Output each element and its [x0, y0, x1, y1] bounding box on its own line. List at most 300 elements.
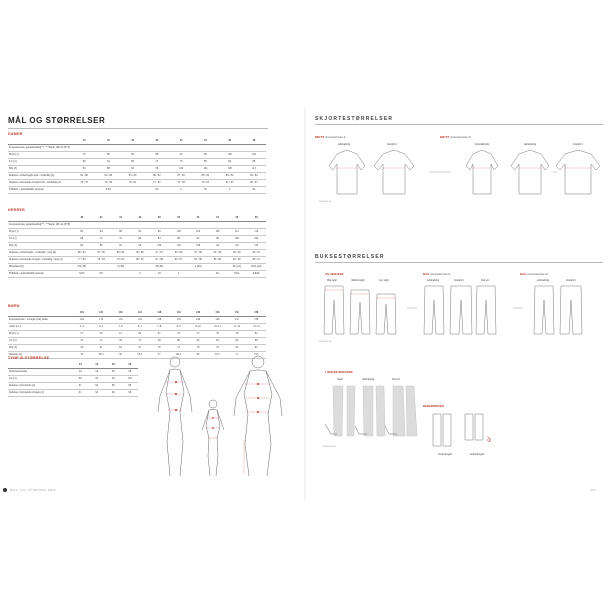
page-number: 85	[591, 488, 596, 492]
table-cell: 86 / 84	[72, 249, 91, 256]
table-cell: 66	[227, 337, 246, 344]
table-cell: 6–7	[130, 323, 149, 330]
table-cell: 104	[169, 242, 188, 249]
row-label: Fällthöst / Anmeldsmål størrelse	[8, 270, 72, 277]
table-cell: 78 / 81	[121, 179, 145, 186]
table-cell: 57	[130, 337, 149, 344]
table-cell: S6	[89, 368, 106, 375]
table-cell: 64	[111, 344, 130, 351]
table-row	[8, 158, 266, 165]
table-cell: S6	[105, 368, 122, 375]
leg-caption-2: Almindelig	[361, 378, 375, 381]
size-header-cell: 44	[193, 137, 217, 144]
row-label: Indernes, tilsvarende længde / ærmedlig / lang (4)	[8, 256, 72, 263]
table-header-row	[8, 361, 138, 368]
pants-caption-7: Almindelig	[536, 279, 550, 282]
size-header-cell: 50	[169, 214, 188, 221]
size-header-cell: 140	[188, 309, 207, 316]
row-label: Alder (ca.)	[8, 323, 72, 330]
row-label: Liv (2)	[8, 235, 72, 242]
table-cell: 57	[72, 330, 91, 337]
table-header-row	[8, 309, 266, 316]
table-cell: 92	[89, 375, 106, 382]
table-header-row	[8, 137, 266, 144]
table-cell: 91	[72, 389, 89, 396]
table-cell: 80	[130, 235, 149, 242]
table-cell: 59	[91, 330, 110, 337]
table-cell: 70	[150, 344, 169, 351]
table-cell: L (40)	[188, 263, 207, 270]
size-header-cell: S6	[105, 361, 122, 368]
table-cell: 100	[218, 151, 242, 158]
table-cell: 12–13	[247, 323, 266, 330]
table-cell: 68	[121, 158, 145, 165]
shirt-section-title: SKJORTESTØRRELSER	[315, 116, 394, 122]
pants-caption-5: Komfort	[454, 279, 464, 282]
table-cell	[111, 221, 130, 228]
table-cell: 85 / 90	[227, 256, 246, 263]
table-cell: 61	[91, 344, 110, 351]
table-cell	[121, 186, 145, 193]
table-row	[8, 249, 266, 256]
table-cell: 92	[188, 235, 207, 242]
table-cell	[130, 221, 149, 228]
table-cell	[169, 263, 188, 270]
table-cell: 92	[121, 165, 145, 172]
table-cell: L	[218, 186, 242, 193]
table-cell: 77 / 82	[72, 256, 91, 263]
bryst-s-label: BRYST Armestørrelse S	[315, 135, 346, 139]
table-cell: 140	[188, 316, 207, 323]
table-cell	[91, 221, 110, 228]
row-label: Størrelsesbredde	[8, 368, 72, 375]
table-cell: 104	[247, 235, 266, 242]
table-cell: XXXL	[247, 270, 266, 277]
right-page	[305, 108, 610, 500]
table-cell: 11–12	[227, 323, 246, 330]
table-cell: 88	[96, 165, 120, 172]
table-cell: 122	[130, 316, 149, 323]
table-cell	[169, 144, 193, 151]
table-cell: 82 / 80	[72, 172, 96, 179]
table-cell: 43	[72, 351, 91, 358]
shirt-caption-5: Komfort	[573, 143, 583, 146]
size-header-cell: 110	[91, 309, 110, 316]
table-cell: XS	[91, 270, 110, 277]
table-row	[8, 382, 138, 389]
size-header-cell: 122	[130, 309, 149, 316]
shirt-legend: XS S M L XL	[319, 201, 332, 203]
table-cell: 94	[105, 375, 122, 382]
table-cell: 84	[121, 151, 145, 158]
table-cell: 96	[208, 235, 227, 242]
table-cell: 10–11	[208, 323, 227, 330]
table-cell: 104	[188, 228, 207, 235]
row-label: Indernes, ærmelængde / ærmedlig / lang (4)	[8, 249, 72, 256]
table-row	[8, 316, 266, 323]
size-header-cell: S8	[122, 361, 139, 368]
table-cell: 88	[91, 242, 110, 249]
pants-caption-4: Almindelig	[426, 279, 440, 282]
size-header-cell: 42	[169, 137, 193, 144]
table-row	[8, 151, 266, 158]
size-header-cell: S4	[72, 361, 89, 368]
row-label: Bryst (1)	[8, 151, 72, 158]
table-cell: 88	[111, 228, 130, 235]
table-cell: 71	[227, 351, 246, 358]
table-cell: XXL	[227, 270, 246, 277]
size-header-cell: 158	[247, 309, 266, 316]
pants-legend: XS S M L XL	[319, 341, 332, 343]
table-cell: 152	[227, 316, 246, 323]
table-cell: 64	[188, 351, 207, 358]
table-cell: 55	[91, 337, 110, 344]
table-cell: 104	[242, 151, 266, 158]
size-header-cell: 104	[72, 309, 91, 316]
taljebukse-label: TALJEBUKSE	[325, 272, 344, 276]
table-cell	[145, 144, 169, 151]
table-cell: 60	[72, 158, 96, 165]
table-cell: 76	[111, 235, 130, 242]
table-row	[8, 144, 266, 151]
table-cell: 96	[145, 165, 169, 172]
table-cell: 64	[130, 330, 149, 337]
table-cell	[150, 221, 169, 228]
table-cell: S4	[72, 368, 89, 375]
table-cell: 73	[169, 344, 188, 351]
table-cell: 100	[169, 165, 193, 172]
table-cell	[208, 263, 227, 270]
table-cell: 112	[242, 165, 266, 172]
table-cell: 96	[122, 389, 139, 396]
table-cell: 90	[72, 375, 89, 382]
section-label-herrer: HERRER	[8, 208, 25, 212]
table-cell: 84	[91, 228, 110, 235]
table-cell: 76	[72, 151, 96, 158]
table-cell: L	[169, 270, 188, 277]
table-cell: 81 / 85	[218, 179, 242, 186]
table-cell: 76 / 79	[72, 179, 96, 186]
table-cell: 94	[89, 389, 106, 396]
table-cell	[96, 144, 120, 151]
table-cell: XL	[242, 186, 266, 193]
leg-caption-3: Korset	[392, 378, 400, 381]
row-label: Liv (2)	[8, 337, 72, 344]
size-table-damer	[8, 137, 266, 194]
row-label: Bryst (1)	[8, 330, 72, 337]
table-cell: 96	[105, 382, 122, 389]
table-cell: 100	[169, 228, 188, 235]
opening-caption-2: Ankellængde	[469, 453, 485, 456]
size-header-cell: 40	[72, 214, 91, 221]
table-cell: 112	[208, 242, 227, 249]
table-cell	[121, 144, 145, 151]
table-row	[8, 375, 138, 382]
size-header-cell: 134	[169, 309, 188, 316]
table-cell: 58	[150, 337, 169, 344]
row-label: Liv (2)	[8, 375, 72, 382]
table-cell: 87 / 82	[169, 172, 193, 179]
shirt-illustrations	[317, 148, 607, 198]
table-cell: 72	[91, 235, 110, 242]
size-header-cell: 116	[111, 309, 130, 316]
table-cell: 112	[227, 228, 246, 235]
table-cell: 84 / 80	[96, 172, 120, 179]
table-cell	[193, 144, 217, 151]
table-cell: 93 / 89	[188, 249, 207, 256]
laengde-label: LÆNGDE BENVIDDE	[325, 370, 353, 374]
table-row	[8, 186, 266, 193]
table-cell: 98	[122, 382, 139, 389]
table-cell: 64	[96, 158, 120, 165]
table-cell: 91 / 87	[150, 249, 169, 256]
size-table-herrer	[8, 214, 266, 278]
table-row	[8, 256, 266, 263]
leg-caption-1: Smal	[337, 378, 343, 381]
table-cell	[72, 144, 96, 151]
leg-opening-illustrations	[425, 412, 505, 452]
size-header-cell: 42	[91, 214, 110, 221]
table-cell: 84	[150, 235, 169, 242]
table-cell: 100	[150, 242, 169, 249]
table-cell: 82	[247, 330, 266, 337]
table-cell: 67	[130, 344, 149, 351]
table-header-row	[8, 214, 266, 221]
pants-section-title: BUKSESTØRRELSER	[315, 254, 385, 260]
size-table-tyne	[8, 361, 138, 397]
table-cell: 67,5	[208, 351, 227, 358]
size-header-cell: 48	[150, 214, 169, 221]
opening-caption-1: Fuld længde	[437, 453, 453, 456]
table-cell: 95 / 90	[227, 249, 246, 256]
table-cell: 74,5	[247, 351, 266, 358]
table-cell: 9–10	[188, 323, 207, 330]
table-cell: 68	[72, 235, 91, 242]
row-label: Indernes, tilsvarende (4)	[8, 382, 72, 389]
table-cell: 79 / 83	[111, 256, 130, 263]
table-cell: 79	[227, 330, 246, 337]
table-cell: 80 / 85	[130, 256, 149, 263]
table-cell: XXS	[72, 270, 91, 277]
benaabninger-label: BENÅBNINGER	[423, 404, 444, 408]
table-cell	[72, 221, 91, 228]
shirt-caption-3: Tætsiddende	[474, 143, 490, 146]
table-cell: 50	[111, 351, 130, 358]
row-label: Hip (3)	[8, 344, 72, 351]
table-cell: 85	[247, 344, 266, 351]
table-row	[8, 330, 266, 337]
table-cell: M	[150, 270, 169, 277]
row-label: Kropsstørrelse, gennemsnitlig** / **højde 168 cm (F75)	[8, 144, 72, 151]
size-header-cell: 54	[208, 214, 227, 221]
table-cell: 116	[111, 316, 130, 323]
table-cell	[188, 221, 207, 228]
table-row	[8, 228, 266, 235]
row-label: Kropsstørrelse / Længde (cm) Alder	[8, 316, 72, 323]
table-cell: 96	[130, 242, 149, 249]
table-cell	[208, 221, 227, 228]
table-cell: 54	[72, 337, 91, 344]
table-cell: 5–6	[111, 323, 130, 330]
table-cell: 94	[89, 382, 106, 389]
row-label: Indernes, tilsvarende længde (4)	[8, 389, 72, 396]
table-cell: 57	[150, 351, 169, 358]
pants-caption-6: Korset	[481, 279, 489, 282]
table-cell: 81 / 86	[150, 256, 169, 263]
table-cell: 77 / 82	[145, 179, 169, 186]
table-cell: XS	[145, 186, 169, 193]
table-header-cell	[8, 361, 72, 368]
table-row	[8, 337, 266, 344]
table-row	[8, 323, 266, 330]
pants-illustrations	[317, 284, 607, 339]
row-label: Kropsstørrelse, gennemsnitlig** / **højde 180 cm (F78)	[8, 221, 72, 228]
table-cell: 76 / 80	[96, 179, 120, 186]
size-header-cell: S6	[89, 361, 106, 368]
size-header-cell: 36	[96, 137, 120, 144]
table-cell: S (38)	[111, 263, 130, 270]
table-cell: S	[169, 186, 193, 193]
table-cell: 85 / 80	[121, 172, 145, 179]
table-cell: 76	[188, 344, 207, 351]
size-header-cell: 46	[218, 137, 242, 144]
row-label: Hörndend (6)	[8, 263, 72, 270]
table-cell	[242, 144, 266, 151]
table-cell: 100	[227, 235, 246, 242]
table-cell: 73	[188, 330, 207, 337]
size-header-cell: 52	[188, 214, 207, 221]
title-rule	[8, 128, 268, 129]
table-cell: M (39)	[150, 263, 169, 270]
pants-caption-2: Mellemtalje	[351, 279, 365, 282]
table-row	[8, 179, 266, 186]
table-cell: 46,5	[91, 351, 110, 358]
section-label-damer: DAMER	[8, 132, 23, 136]
table-cell	[72, 186, 96, 193]
table-cell: 128	[150, 316, 169, 323]
page-spread	[0, 108, 610, 500]
table-cell: 88 / 82	[193, 172, 217, 179]
footer-text: MÅL OG STØRRELSER	[10, 488, 57, 492]
table-cell: 88 / 86	[111, 249, 130, 256]
size-header-cell: 128	[150, 309, 169, 316]
size-header-cell: 38	[121, 137, 145, 144]
table-cell: 96	[193, 151, 217, 158]
size-header-cell: 44	[111, 214, 130, 221]
pants-rule	[315, 262, 603, 263]
size-header-cell: 48	[242, 137, 266, 144]
row-label: Indernes, tilsvarende længde lom / ærmedlig (4)	[8, 179, 72, 186]
section-label-boern: BØRN	[8, 304, 20, 308]
table-cell: XS (38)	[72, 263, 91, 270]
table-cell: 82	[227, 344, 246, 351]
table-cell: XXL (42)	[247, 263, 266, 270]
body-measurement-illustration	[150, 352, 290, 482]
table-cell: 82 / 87	[242, 179, 266, 186]
table-cell: 104	[193, 165, 217, 172]
table-row	[8, 270, 266, 277]
table-cell: 108	[218, 165, 242, 172]
row-label: Fällthöst / Anmeldsmål størrelse	[8, 186, 72, 193]
table-cell	[227, 221, 246, 228]
table-cell: 116	[227, 242, 246, 249]
section-label-tyne: TYNE Ø-STØRRELSE	[8, 356, 50, 360]
shirt-rule	[315, 124, 603, 125]
table-cell: 90 / 84	[242, 172, 266, 179]
table-cell: 84 / 89	[208, 256, 227, 263]
table-cell: 86 / 82	[145, 172, 169, 179]
size-header-cell: 58	[247, 214, 266, 221]
table-cell: 67	[150, 330, 169, 337]
row-label: Indernes, ærmelængde lom / ærmedlig (4)	[8, 172, 72, 179]
table-cell: 89 / 84	[218, 172, 242, 179]
table-row	[8, 263, 266, 270]
table-cell: 134	[169, 316, 188, 323]
table-cell: 64	[208, 337, 227, 344]
table-cell: 60	[169, 337, 188, 344]
table-cell: 84	[218, 158, 242, 165]
table-cell: 79 / 83	[169, 179, 193, 186]
table-cell: 86 / 91	[247, 256, 266, 263]
leg-legend: XS S M L XL	[323, 446, 336, 448]
size-header-cell: 56	[227, 214, 246, 221]
table-cell: 78 / 83	[91, 256, 110, 263]
table-cell: 62	[188, 337, 207, 344]
table-cell: 88	[145, 151, 169, 158]
table-cell: XXS	[96, 186, 120, 193]
table-cell	[247, 221, 266, 228]
table-row	[8, 172, 266, 179]
table-cell: 68	[247, 337, 266, 344]
table-cell: 92	[130, 228, 149, 235]
table-cell: 84	[72, 242, 91, 249]
table-cell	[218, 144, 242, 151]
folio-dot	[3, 488, 7, 492]
table-cell: 80	[72, 228, 91, 235]
table-header-cell	[8, 309, 72, 316]
size-header-cell: 146	[208, 309, 227, 316]
table-cell: 53,5	[130, 351, 149, 358]
pants-caption-3: Lav talje	[379, 279, 389, 282]
table-cell: 92 / 88	[169, 249, 188, 256]
table-cell: XL	[208, 270, 227, 277]
bag-s-label: BAG Armestørrelse S	[423, 272, 451, 276]
table-cell	[111, 270, 130, 277]
row-label: Indernes (4)	[8, 351, 72, 358]
row-label: Hip (3)	[8, 165, 72, 172]
table-cell	[169, 221, 188, 228]
table-cell: 87 / 85	[91, 249, 110, 256]
table-cell: 3–4	[72, 323, 91, 330]
row-label: Liv (2)	[8, 158, 72, 165]
shirt-caption-2: Komfort	[387, 143, 397, 146]
table-cell: 60,5	[169, 351, 188, 358]
table-cell: 94 / 89	[208, 249, 227, 256]
table-cell: 83 / 88	[188, 256, 207, 263]
table-cell: 102	[122, 375, 139, 382]
table-cell: 110	[91, 316, 110, 323]
size-header-cell: 46	[130, 214, 149, 221]
size-header-cell: 34	[72, 137, 96, 144]
table-row	[8, 368, 138, 375]
table-cell: 79	[208, 344, 227, 351]
table-cell: XL (41)	[227, 263, 246, 270]
table-cell: 108	[208, 228, 227, 235]
row-label: Bryst (1)	[8, 228, 72, 235]
table-cell: 96	[105, 389, 122, 396]
table-cell: 96 / 91	[247, 249, 266, 256]
table-cell: 80	[193, 158, 217, 165]
